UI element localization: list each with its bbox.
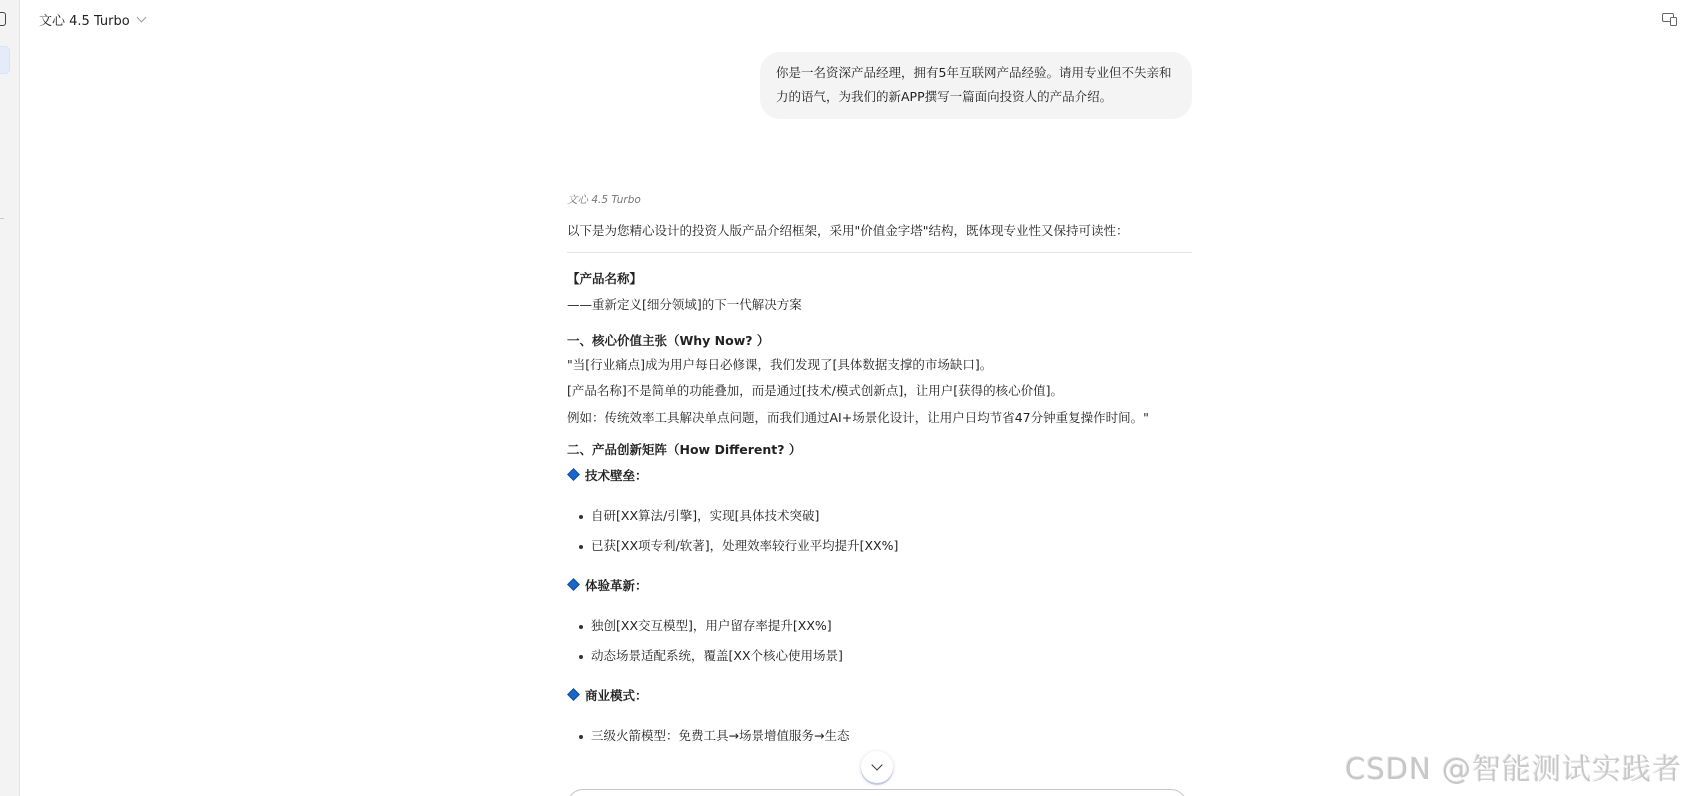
model-selector-label: 文心 4.5 Turbo [39, 14, 130, 29]
list-item: 已获[XX项专利/软著]，处理效率较行业平均提升[XX%] [579, 531, 1192, 561]
chevron-down-icon [136, 13, 146, 23]
list-item: 动态场景适配系统，覆盖[XX个核心使用场景] [579, 641, 1192, 671]
model-selector[interactable] [39, 10, 145, 29]
assistant-response [567, 190, 1192, 751]
section-1-title: 一、核心价值主张（Why Now? ） [567, 332, 770, 348]
group-title-experience [567, 575, 1192, 597]
chat-input-box[interactable] [567, 789, 1187, 796]
list-item: 三级火箭模型：免费工具→场景增值服务→生态 [579, 721, 1192, 751]
section-1-line: "当[行业痛点]成为用户每日必修课，我们发现了[具体数据支撑的市场缺口]。 [567, 356, 993, 372]
device-switch-icon[interactable] [1662, 13, 1678, 27]
group-title-text: 技术壁垒： [585, 468, 648, 483]
chevron-down-icon [871, 759, 882, 770]
business-list [579, 721, 1192, 751]
sidebar-toggle-icon[interactable] [0, 12, 6, 26]
user-message-bubble [760, 52, 1192, 119]
section-1-line: [产品名称]不是简单的功能叠加，而是通过[技术/模式创新点]，让用户[获得的核心价值]。 [567, 383, 1063, 398]
sidebar [0, 0, 20, 796]
product-tagline: ——重新定义[细分领域]的下一代解决方案 [567, 297, 802, 312]
top-bar [20, 0, 1686, 40]
assistant-model-label: 文心 4.5 Turbo [567, 194, 641, 206]
divider [567, 252, 1192, 253]
experience-list [579, 611, 1192, 671]
group-title-tech [567, 465, 1192, 487]
assistant-intro: 以下是为您精心设计的投资人版产品介绍框架，采用"价值金字塔"结构，既体现专业性又保持可读性： [567, 223, 1129, 238]
sidebar-divider [0, 218, 4, 219]
list-item: 独创[XX交互模型]，用户留存率提升[XX%] [579, 611, 1192, 641]
diamond-bullet-icon [567, 578, 580, 591]
section-1-line: 例如：传统效率工具解决单点问题，而我们通过AI+场景化设计，让用户日均节省47分钟重复操作时间。" [567, 409, 1149, 425]
diamond-bullet-icon [567, 688, 580, 701]
product-name-title: 【产品名称】 [567, 271, 643, 286]
group-title-text: 体验革新： [585, 578, 648, 593]
group-title-business [567, 685, 1192, 707]
user-message-text: 你是一名资深产品经理，拥有5年互联网产品经验。请用专业但不失亲和力的语气，为我们的新APP撰写一篇面向投资人的产品介绍。 [776, 65, 1172, 104]
sidebar-active-item[interactable] [0, 46, 10, 74]
scroll-to-bottom-button[interactable] [861, 751, 893, 783]
list-item: 自研[XX算法/引擎]，实现[具体技术突破] [579, 501, 1192, 531]
watermark: CSDN @智能测试实践者 [1345, 752, 1682, 786]
tech-list [579, 501, 1192, 561]
group-title-text: 商业模式： [585, 688, 648, 703]
section-2-title: 二、产品创新矩阵（How Different? ） [567, 442, 802, 457]
diamond-bullet-icon [567, 468, 580, 481]
